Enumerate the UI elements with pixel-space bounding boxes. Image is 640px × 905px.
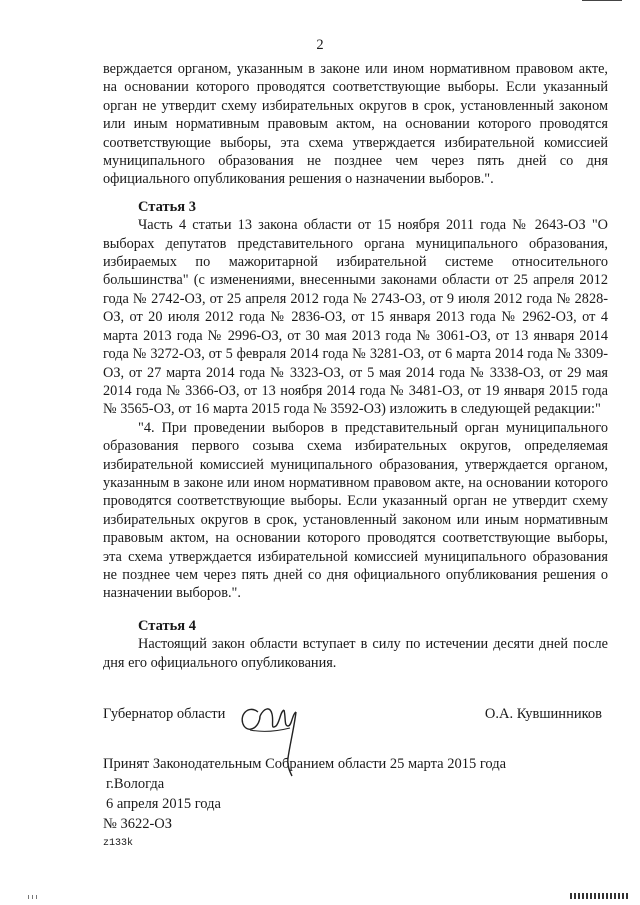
article-3-quote: "4. При проведении выборов в представительный орган муниципального образования первого созыва схема избирательных округов, определяемая избирательной комиссией муниципального образования, утверждается органом, указанным в законе или ином нормативном правовом акте, на основании которого проводятся соответствующие выборы. Если указанный орган не утвердит схему избирательных округов в срок, установленный законом или иным нормативным правовым актом, на основании которого проводятся соответствующие выборы, эта схема утверждается избирательной комиссией муниципального образования не позднее чем через пять дней со дня официального опубликования решения о назначении выборов.". (103, 419, 608, 602)
adoption-statement: Принят Законодательным Собранием области 25 марта 2015 года (103, 756, 507, 772)
document-body (103, 60, 608, 672)
document-code: z133k (103, 838, 134, 849)
article-3-heading: Статья 3 (138, 198, 196, 215)
paragraph-continuation: верждается органом, указанным в законе или ином нормативном правовом акте, на основании которого проводятся соответствующие выборы. Если указанный орган не утвердит схему избирательных округов в срок, установленный законом или иным нормативным правовым актом, на основании которого проводятся соответствующие выборы, эта схема утверждается избирательной комиссией муниципального образования не позднее чем через пять дней со дня официального опубликования решения о назначении выборов.". (103, 61, 608, 188)
scan-mark-bottom-left (28, 895, 40, 899)
signatory-position: Губернатор области (103, 706, 226, 722)
page-number: 2 (316, 37, 324, 53)
adoption-block (103, 754, 506, 834)
article-4-text: Настоящий закон области вступает в силу по истечении десяти дней после дня его официального опубликования. (103, 636, 608, 671)
scan-mark-bottom-right (570, 893, 630, 899)
law-number: № 3622-ОЗ (103, 816, 173, 832)
signatory-name: О.А. Кувшинников (484, 706, 602, 722)
adoption-city: г.Вологда (106, 776, 165, 792)
article-3-text: Часть 4 статьи 13 закона области от 15 ноября 2011 года № 2643-ОЗ "О выборах депутатов представительного органа муниципального образования, избираемых по мажоритарной избирательной системе относительного большинства" (с изменениями, внесенными законами области от 25 апреля 2012 года № 2742-ОЗ, от 25 апреля 2012 года № 2743-ОЗ, от 9 июля 2012 года № 2828-ОЗ, от 20 июля 2012 года № 2836-ОЗ, от 15 января 2013 года № 2962-ОЗ, от 4 марта 2013 года № 2996-ОЗ, от 30 мая 2013 года № 3061-ОЗ, от 13 января 2014 года № 3272-ОЗ, от 5 февраля 2014 года № 3281-ОЗ, от 6 марта 2014 года № 3309-ОЗ, от 27 марта 2014 года № 3323-ОЗ, от 5 мая 2014 года № 3338-ОЗ, от 29 мая 2014 года № 3366-ОЗ, от 13 ноября 2014 года № 3481-ОЗ, от 19 января 2015 года № 3565-ОЗ, от 16 марта 2015 года № 3592-ОЗ) изложить в следующей редакции:" (103, 217, 608, 418)
article-4-heading: Статья 4 (138, 617, 196, 634)
scan-mark-top (582, 0, 622, 4)
adoption-date: 6 апреля 2015 года (106, 796, 221, 812)
